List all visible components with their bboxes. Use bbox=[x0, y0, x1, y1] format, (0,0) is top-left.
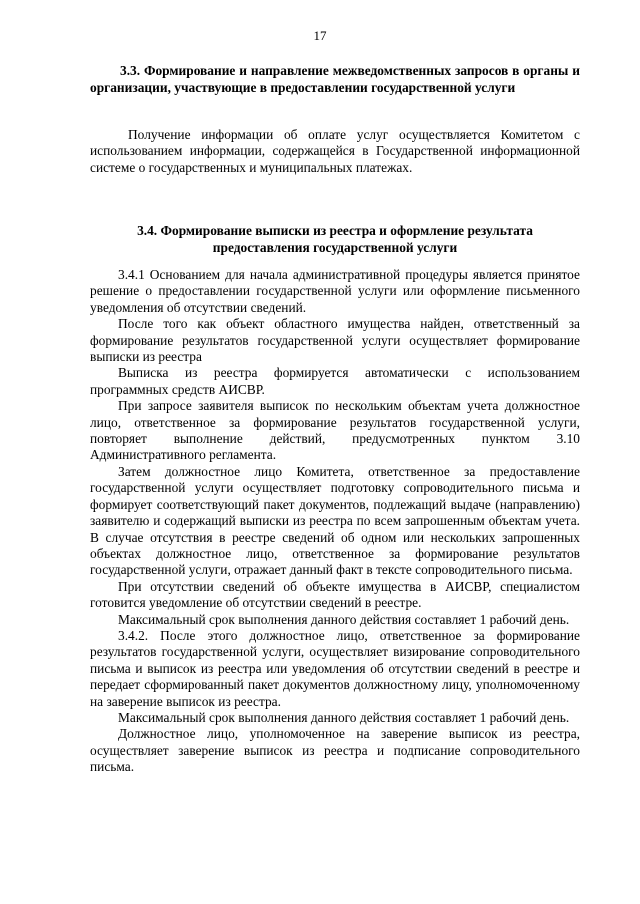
paragraph: После того как объект областного имущества найден, ответственный за формирование результатов государственной услуги осуществляет формирование выписки из реестра bbox=[90, 316, 580, 365]
paragraph: Должностное лицо, уполномоченное на заверение выписок из реестра, осуществляет заверение выписок из реестра и подписание сопроводительного письма. bbox=[90, 726, 580, 775]
section-heading-3-3-text: 3.3. Формирование и направление межведомственных запросов в органы и организации, участвующие в предоставлении государственной услуги bbox=[90, 63, 580, 95]
section-heading-3-4-line2: предоставления государственной услуги bbox=[212, 240, 458, 255]
paragraph: Выписка из реестра формируется автоматически с использованием программных средств АИСВР. bbox=[90, 365, 580, 397]
paragraph-deadline: Максимальный срок выполнения данного действия составляет 1 рабочий день. bbox=[118, 611, 570, 627]
paragraph: При запросе заявителя выписок по нескольким объектам учета должностное лицо, ответственное за формирование результатов государственной услуги, повторяет выполнение действий, предусмотренных пунктом 3.10 Административного регламента. bbox=[90, 398, 580, 463]
section-heading-3-4-line1: 3.4. Формирование выписки из реестра и оформление результата bbox=[137, 223, 533, 238]
paragraph-3-4-2: 3.4.2. После этого должностное лицо, ответственное за формирование результатов государственной услуги, осуществляет визирование сопроводительного письма и выписок из реестра или уведомления об отсутствии сведений в реестре и передает сформированный пакет документов должностному лицу, уполномоченному на заверение выписок из реестра. bbox=[90, 627, 580, 709]
paragraph: Получение информации об оплате услуг осуществляется Комитетом с использованием информации, содержащейся в Государственной информационной системе о государственных и муниципальных платежах. bbox=[90, 127, 580, 175]
paragraph: При отсутствии сведений об объекте имущества в АИСВР, специалистом готовится уведомление об отсутствии сведений в реестре. bbox=[90, 578, 580, 611]
section-heading-3-4 bbox=[90, 222, 580, 256]
section-heading-3-3 bbox=[90, 62, 580, 96]
paragraph-3-4-1: 3.4.1 Основанием для начала административной процедуры является принятое решение о предоставлении государственной услуги или оформление письменного уведомления об отсутствии сведений. bbox=[90, 267, 580, 315]
section-body-3-3 bbox=[90, 127, 580, 176]
paragraph-deadline: Максимальный срок выполнения данного действия составляет 1 рабочий день. bbox=[118, 709, 570, 725]
section-body-3-4 bbox=[90, 267, 580, 776]
page-number: 17 bbox=[313, 28, 327, 43]
paragraph: Затем должностное лицо Комитета, ответственное за предоставление государственной услуги осуществляет подготовку сопроводительного письма и формирует соответствующий пакет документов, подлежащий выдаче (направлению) заявителю и содержащий выписки из реестра по всем запрошенным объектам учета. В случае отсутствия в реестре сведений об одном или нескольких запрошенных объектах должностное лицо, ответственное за формирование результатов государственной услуги, отражает данный факт в тексте сопроводительного письма. bbox=[90, 463, 580, 578]
